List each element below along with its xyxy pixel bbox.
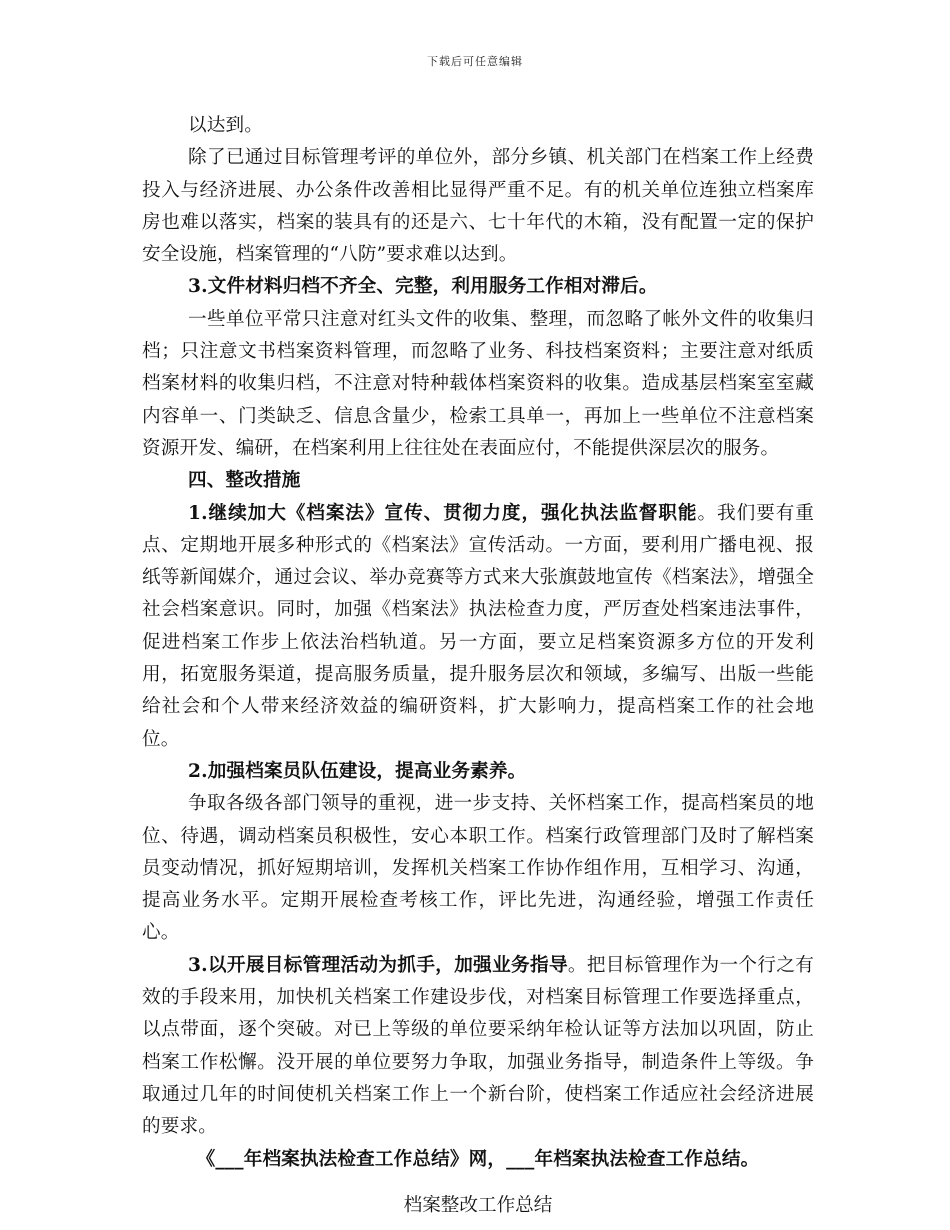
paragraph-1: 以达到。 [188, 115, 263, 136]
measure-3-heading: 3.以开展目标管理活动为抓手，加强业务指导 [188, 954, 568, 976]
paragraph-2: 除了已通过目标管理考评的单位外，部分乡镇、机关部门在档案工作上经费投入与经济进展、办公条件改善相比显得严重不足。有的机关单位连独立档案库房也难以落实，档案的装具有的还是六、七十年代的木箱，没有配置一定的保护安全设施，档案管理的“八防”要求难以达到。 [142, 147, 814, 266]
measure-2-heading: 2.加强档案员队伍建设，提高业务素养。 [188, 760, 527, 782]
measure-3-body: 。把目标管理作为一个行之有效的手段来用，加快机关档案工作建设步伐，对档案目标管理工作要选择重点，以点带面，逐个突破。对已上等级的单位要采纳年检认证等方法加以巩固，防止档案工作松懈。没开展的单位要努力争取，加强业务指导，制造条件上等级。争取通过几年的时间使机关档案工作上一个新台阶，使档案工作适应社会经济进展的要求。 [142, 954, 815, 1138]
section-heading-3: 3.文件材料归档不齐全、完整，利用服务工作相对滞后。 [188, 276, 658, 298]
paragraph-measure-3 [142, 950, 814, 1144]
source-line: 《___年档案执法检查工作总结》网，___年档案执法检查工作总结。 [196, 1148, 760, 1170]
paragraph-measure-2: 争取各级各部门领导的重视，进一步支持、关怀档案工作，提高档案员的地位、待遇，调动档案员积极性，安心本职工作。档案行政管理部门及时了解档案员变动情况，抓好短期培训，发挥机关档案工作协作组作用，互相学习、沟通，提高业务水平。定期开展检查考核工作，评比先进，沟通经验，增强工作责任心。 [142, 793, 814, 944]
measure-1-heading: 1.继续加大《档案法》宣传、贯彻力度，强化执法监督职能 [188, 502, 698, 524]
paragraph-3: 一些单位平常只注意对红头文件的收集、整理，而忽略了帐外文件的收集归档；只注意文书档案资料管理，而忽略了业务、科技档案资料；主要注意对纸质档案材料的收集归档，不注意对特种载体档案资料的收集。造成基层档案室室藏内容单一、门类缺乏、信息含量少，检索工具单一，再加上一些单位不注意档案资源开发、编研，在档案利用上往往处在表面应付，不能提供深层次的服务。 [142, 308, 814, 459]
document-body [142, 110, 814, 1222]
page-header: 下载后可任意编辑 [427, 55, 523, 68]
document-title: 档案整改工作总结 [403, 1194, 553, 1216]
section-heading-4: 四、整改措施 [188, 470, 301, 492]
measure-1-body: 。我们要有重点、定期地开展多种形式的《档案法》宣传活动。一方面，要利用广播电视、报纸等新闻媒介，通过会议、举办竞赛等方式来大张旗鼓地宣传《档案法》，增强全社会档案意识。同时，加强《档案法》执法检查力度，严厉查处档案违法事件，促进档案工作步上依法治档轨道。另一方面，要立足档案资源多方位的开发利用，拓宽服务渠道，提高服务质量，提升服务层次和领域，多编写、出版一些能给社会和个人带来经济效益的编研资料，扩大影响力，提高档案工作的社会地位。 [142, 502, 814, 750]
paragraph-measure-1 [142, 498, 814, 756]
